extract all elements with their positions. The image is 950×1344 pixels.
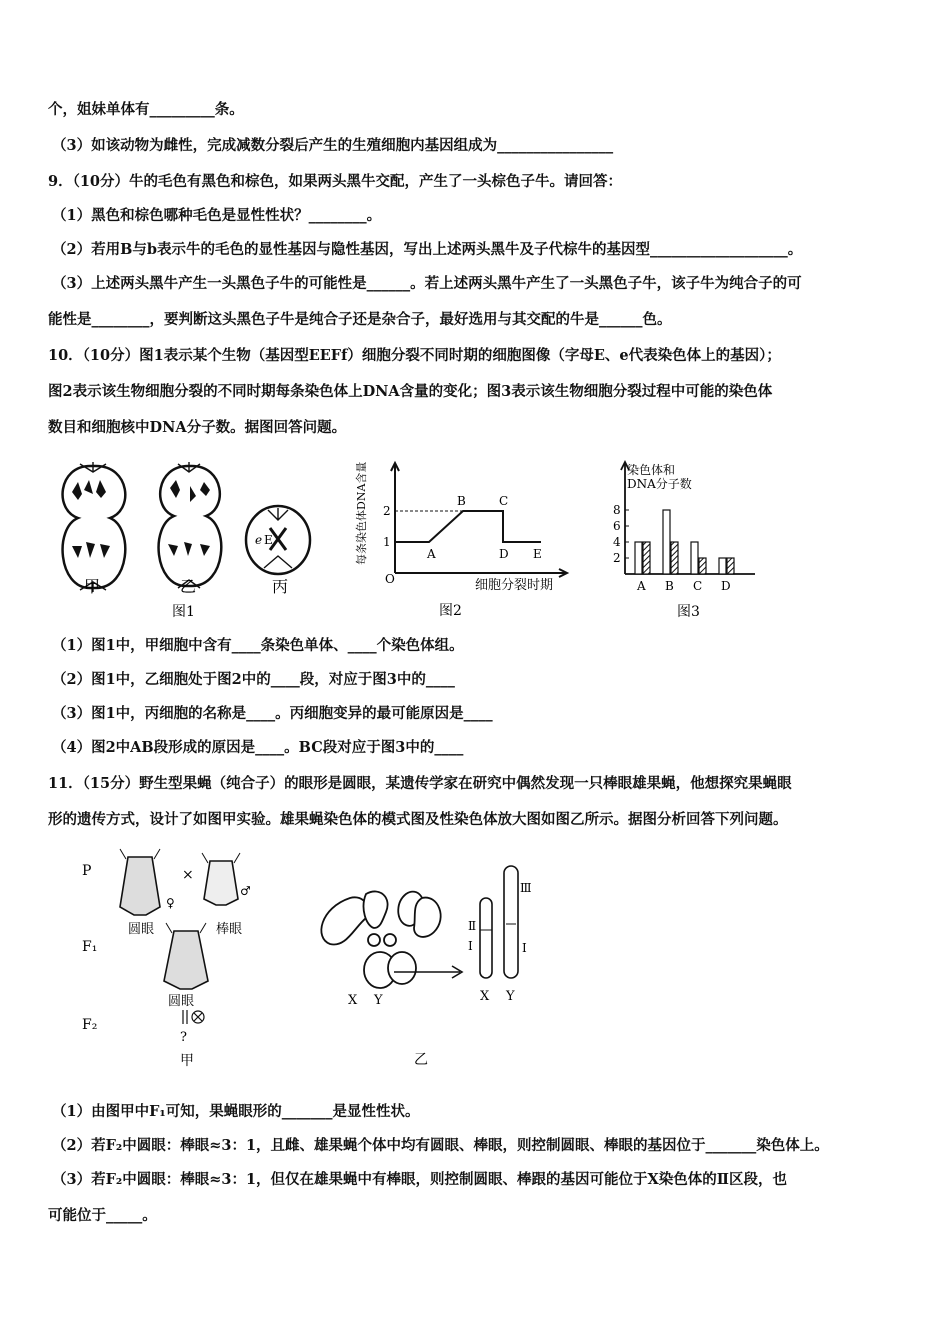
y-label-line2: DNA分子数	[627, 477, 692, 491]
gen-P: P	[82, 863, 92, 879]
text-line: 能性是________，要判断这头黑色子牛是纯合子还是杂合子，最好选用与其交配的牛是______色。	[48, 311, 672, 328]
gen-F2: F₂	[82, 1017, 98, 1033]
figure-yi-caption: 乙	[414, 1052, 428, 1068]
figure-3-chart	[605, 458, 765, 626]
category-label: C	[693, 579, 703, 593]
gen-F1: F₁	[82, 939, 98, 955]
y-tick-1: 1	[383, 535, 391, 549]
text-line: （2）若F₂中圆眼：棒眼≈3：1，且雌、雄果蝇个体中均有圆眼、棒眼，则控制圆眼、棒眼的基因位于_______染色体上。	[52, 1137, 829, 1154]
fly-f1-round	[164, 931, 208, 989]
cross-symbol: ×	[182, 867, 194, 883]
text-line: （4）图2中AB段形成的原因是____。BC段对应于图3中的____	[52, 739, 464, 756]
dna-bar	[643, 542, 650, 574]
figure-jia-caption: 甲	[180, 1053, 194, 1068]
male-symbol: ♂	[240, 884, 251, 898]
y-tick: 8	[613, 503, 621, 517]
text-line: （1）由图甲中F₁可知，果蝇眼形的_______是显性性状。	[52, 1103, 420, 1120]
dna-bar	[671, 542, 678, 574]
origin-label: O	[385, 572, 395, 586]
enlarged-X-label: X	[480, 989, 490, 1004]
category-label: A	[637, 579, 646, 593]
text-line: （1）黑色和棕色哪种毛色是显性性状？________。	[52, 207, 382, 224]
figure-3-caption: 图3	[677, 604, 700, 620]
text-line: 形的遗传方式，设计了如图甲实验。雄果蝇染色体的模式图及性染色体放大图如图乙所示。据图分析回答下列问题。	[48, 811, 788, 828]
chrom-X-label: X	[348, 993, 358, 1008]
female-symbol: ♀	[166, 896, 175, 910]
chromosome-ii-left	[321, 897, 368, 944]
point-E: E	[533, 547, 542, 561]
f1-round-eye-label: 圆眼	[168, 994, 195, 1009]
text-line: （3）图1中，丙细胞的名称是____。丙细胞变异的最可能原因是____	[52, 705, 493, 722]
dna-bar	[699, 558, 706, 574]
chromosome-bar	[719, 558, 726, 574]
chrom-Y-label: Y	[374, 993, 383, 1008]
cell-yi	[159, 466, 222, 586]
chromosome-bar	[691, 542, 698, 574]
figure-1-caption: 图1	[172, 604, 195, 620]
chromosome-iii-left	[364, 891, 388, 928]
text-line: （3）如该动物为雌性，完成减数分裂后产生的生殖细胞内基因组成为________________	[52, 137, 614, 154]
question-10-header: 10．（10分）图1表示某个生物（基因型EEFf）细胞分裂不同时期的细胞图像（字母E、e代表染色体上的基因）；	[48, 347, 781, 364]
category-label: B	[665, 579, 674, 593]
y-tick: 2	[613, 551, 621, 565]
dna-bar	[727, 558, 734, 574]
text-line: 可能位于_____。	[48, 1207, 157, 1224]
figure-2-chart	[355, 455, 585, 625]
figure-yi-chromosomes	[310, 858, 550, 1068]
y-tick-2: 2	[383, 504, 391, 518]
label-jia: 甲	[84, 577, 101, 596]
bar-eye-label: 棒眼	[216, 922, 243, 937]
text-line: （2）若用B与b表示牛的毛色的显性基因与隐性基因，写出上述两头黑牛及子代棕牛的基因型___________________。	[52, 241, 803, 258]
y-tick: 6	[613, 519, 621, 533]
dna-content-line	[395, 511, 541, 542]
question-11-header: 11．（15分）野生型果蝇（纯合子）的眼形是圆眼，某遗传学家在研究中偶然发现一只棒眼雄果蝇，他想探究果蝇眼	[48, 775, 792, 792]
text-line: （3）若F₂中圆眼：棒眼≈3：1，但仅在雄果蝇中有棒眼，则控制圆眼、棒跟的基因可能位于X染色体的Ⅱ区段，也	[52, 1171, 788, 1188]
y-label-line1: 染色体和	[627, 463, 676, 477]
figure-jia-cross	[70, 843, 290, 1068]
point-D: D	[499, 547, 509, 561]
gene-E-label: E	[264, 533, 273, 547]
text-line: 图2表示该生物细胞分裂的不同时期每条染色体上DNA含量的变化；图3表示该生物细胞分裂过程中可能的染色体	[48, 383, 773, 400]
chromosome-bar	[663, 510, 670, 574]
region-I-y: Ⅰ	[522, 941, 527, 955]
text-line: （3）上述两头黑牛产生一头黑色子牛的可能性是______。若上述两头黑牛产生了一头黑色子牛，该子牛为纯合子的可	[52, 275, 802, 292]
y-axis-label: 每条染色体DNA含量	[355, 461, 368, 565]
fly-male-bar	[204, 861, 238, 905]
y-chromosome-enlarged	[504, 866, 518, 978]
point-A: A	[427, 547, 436, 561]
chromosome-bar	[635, 542, 642, 574]
label-yi: 乙	[180, 577, 197, 596]
region-I-x: Ⅰ	[468, 939, 473, 953]
figure-1-cells	[50, 450, 330, 625]
x-axis-label: 细胞分裂时期	[475, 578, 554, 593]
chromosome-ii-right	[414, 898, 441, 937]
gene-e-label: e	[255, 533, 263, 547]
text-line: （2）图1中，乙细胞处于图2中的____段，对应于图3中的____	[52, 671, 455, 688]
region-III-y: Ⅲ	[520, 881, 532, 895]
chromosome-y	[388, 952, 416, 984]
cell-jia	[63, 466, 126, 588]
y-tick: 4	[613, 535, 621, 549]
text-line: 数目和细胞核中DNA分子数。据图回答问题。	[48, 419, 347, 436]
x-chromosome-enlarged	[480, 898, 492, 978]
round-eye-label: 圆眼	[128, 922, 155, 937]
question-9-header: 9．（10分）牛的毛色有黑色和棕色，如果两头黑牛交配，产生了一头棕色子牛。请回答：	[48, 173, 623, 190]
point-B: B	[457, 494, 466, 508]
text-line: 个，姐妹单体有_________条。	[48, 101, 244, 118]
figure-2-caption: 图2	[439, 603, 462, 619]
category-label: D	[721, 579, 731, 593]
label-bing: 丙	[272, 577, 289, 596]
fly-female-round	[120, 857, 160, 915]
enlarged-Y-label: Y	[506, 989, 515, 1004]
point-C: C	[499, 494, 509, 508]
f2-question: ?	[180, 1030, 187, 1045]
region-II-x: Ⅱ	[468, 919, 477, 933]
text-line: （1）图1中，甲细胞中含有____条染色单体、____个染色体组。	[52, 637, 464, 654]
